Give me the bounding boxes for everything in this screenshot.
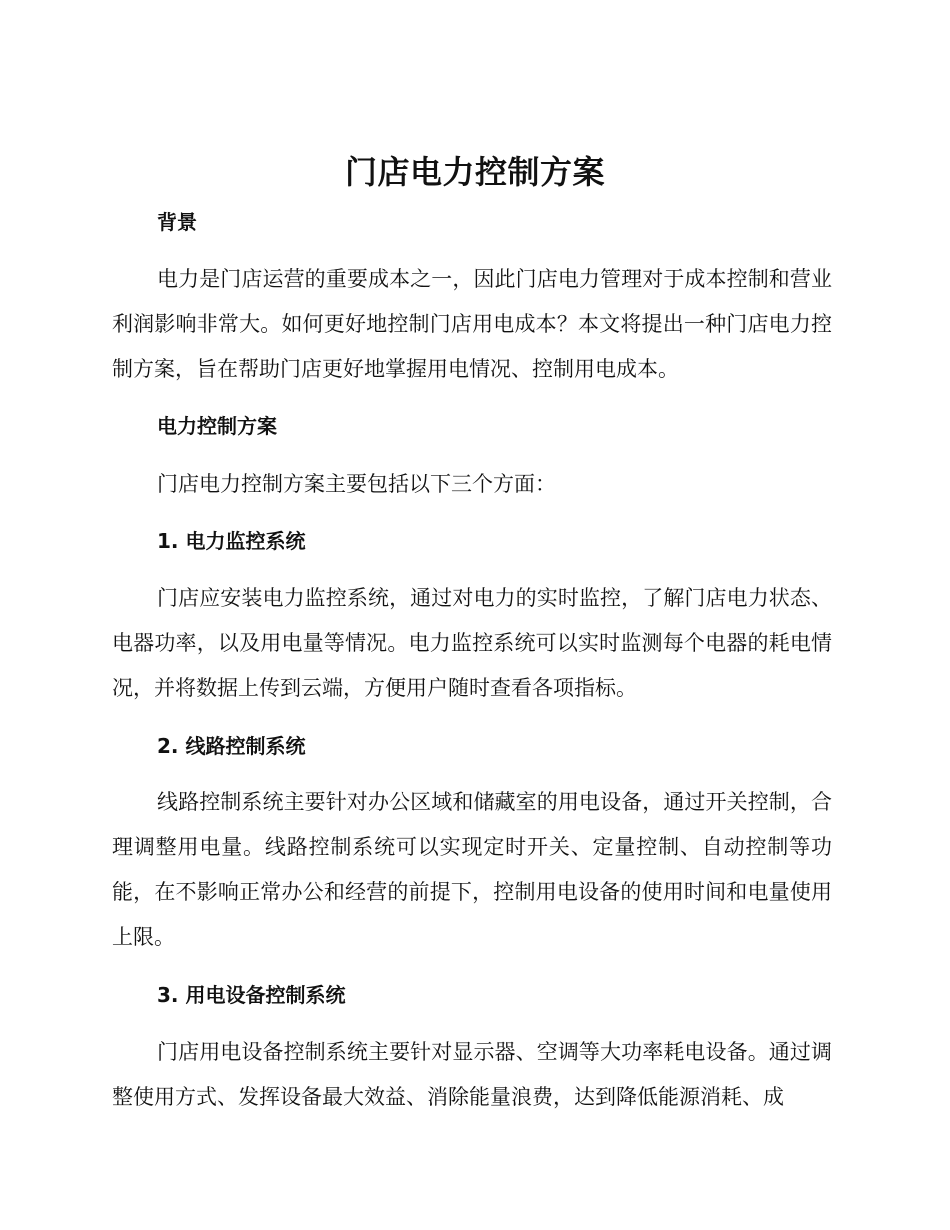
paragraph-line-control: 线路控制系统主要针对办公区域和储藏室的用电设备，通过开关控制，合理调整用电量。线路控制系统可以实现定时开关、定量控制、自动控制等功能，在不影响正常办公和经营的前提下，控制用电设备的使用时间和电量使用上限。 <box>112 790 832 949</box>
paragraph-device-control: 门店用电设备控制系统主要针对显示器、空调等大功率耗电设备。通过调整使用方式、发挥设备最大效益、消除能量浪费，达到降低能源消耗、成 <box>112 1040 832 1109</box>
paragraph-power-monitoring: 门店应安装电力监控系统，通过对电力的实时监控，了解门店电力状态、电器功率，以及用电量等情况。电力监控系统可以实时监测每个电器的耗电情况，并将数据上传到云端，方便用户随时查看各项指标。 <box>112 586 832 700</box>
section-heading-plan: 电力控制方案 <box>157 414 277 438</box>
section-heading-line-control: 2. 线路控制系统 <box>157 734 306 758</box>
paragraph-plan-intro: 门店电力控制方案主要包括以下三个方面： <box>157 472 556 496</box>
document-title: 门店电力控制方案 <box>344 153 605 191</box>
section-heading-device-control: 3. 用电设备控制系统 <box>157 983 346 1007</box>
section-heading-power-monitoring: 1. 电力监控系统 <box>157 529 306 553</box>
section-heading-background: 背景 <box>157 210 197 234</box>
paragraph-background: 电力是门店运营的重要成本之一，因此门店电力管理对于成本控制和营业利润影响非常大。如何更好地控制门店用电成本？本文将提出一种门店电力控制方案，旨在帮助门店更好地掌握用电情况、控制用电成本。 <box>112 267 832 381</box>
